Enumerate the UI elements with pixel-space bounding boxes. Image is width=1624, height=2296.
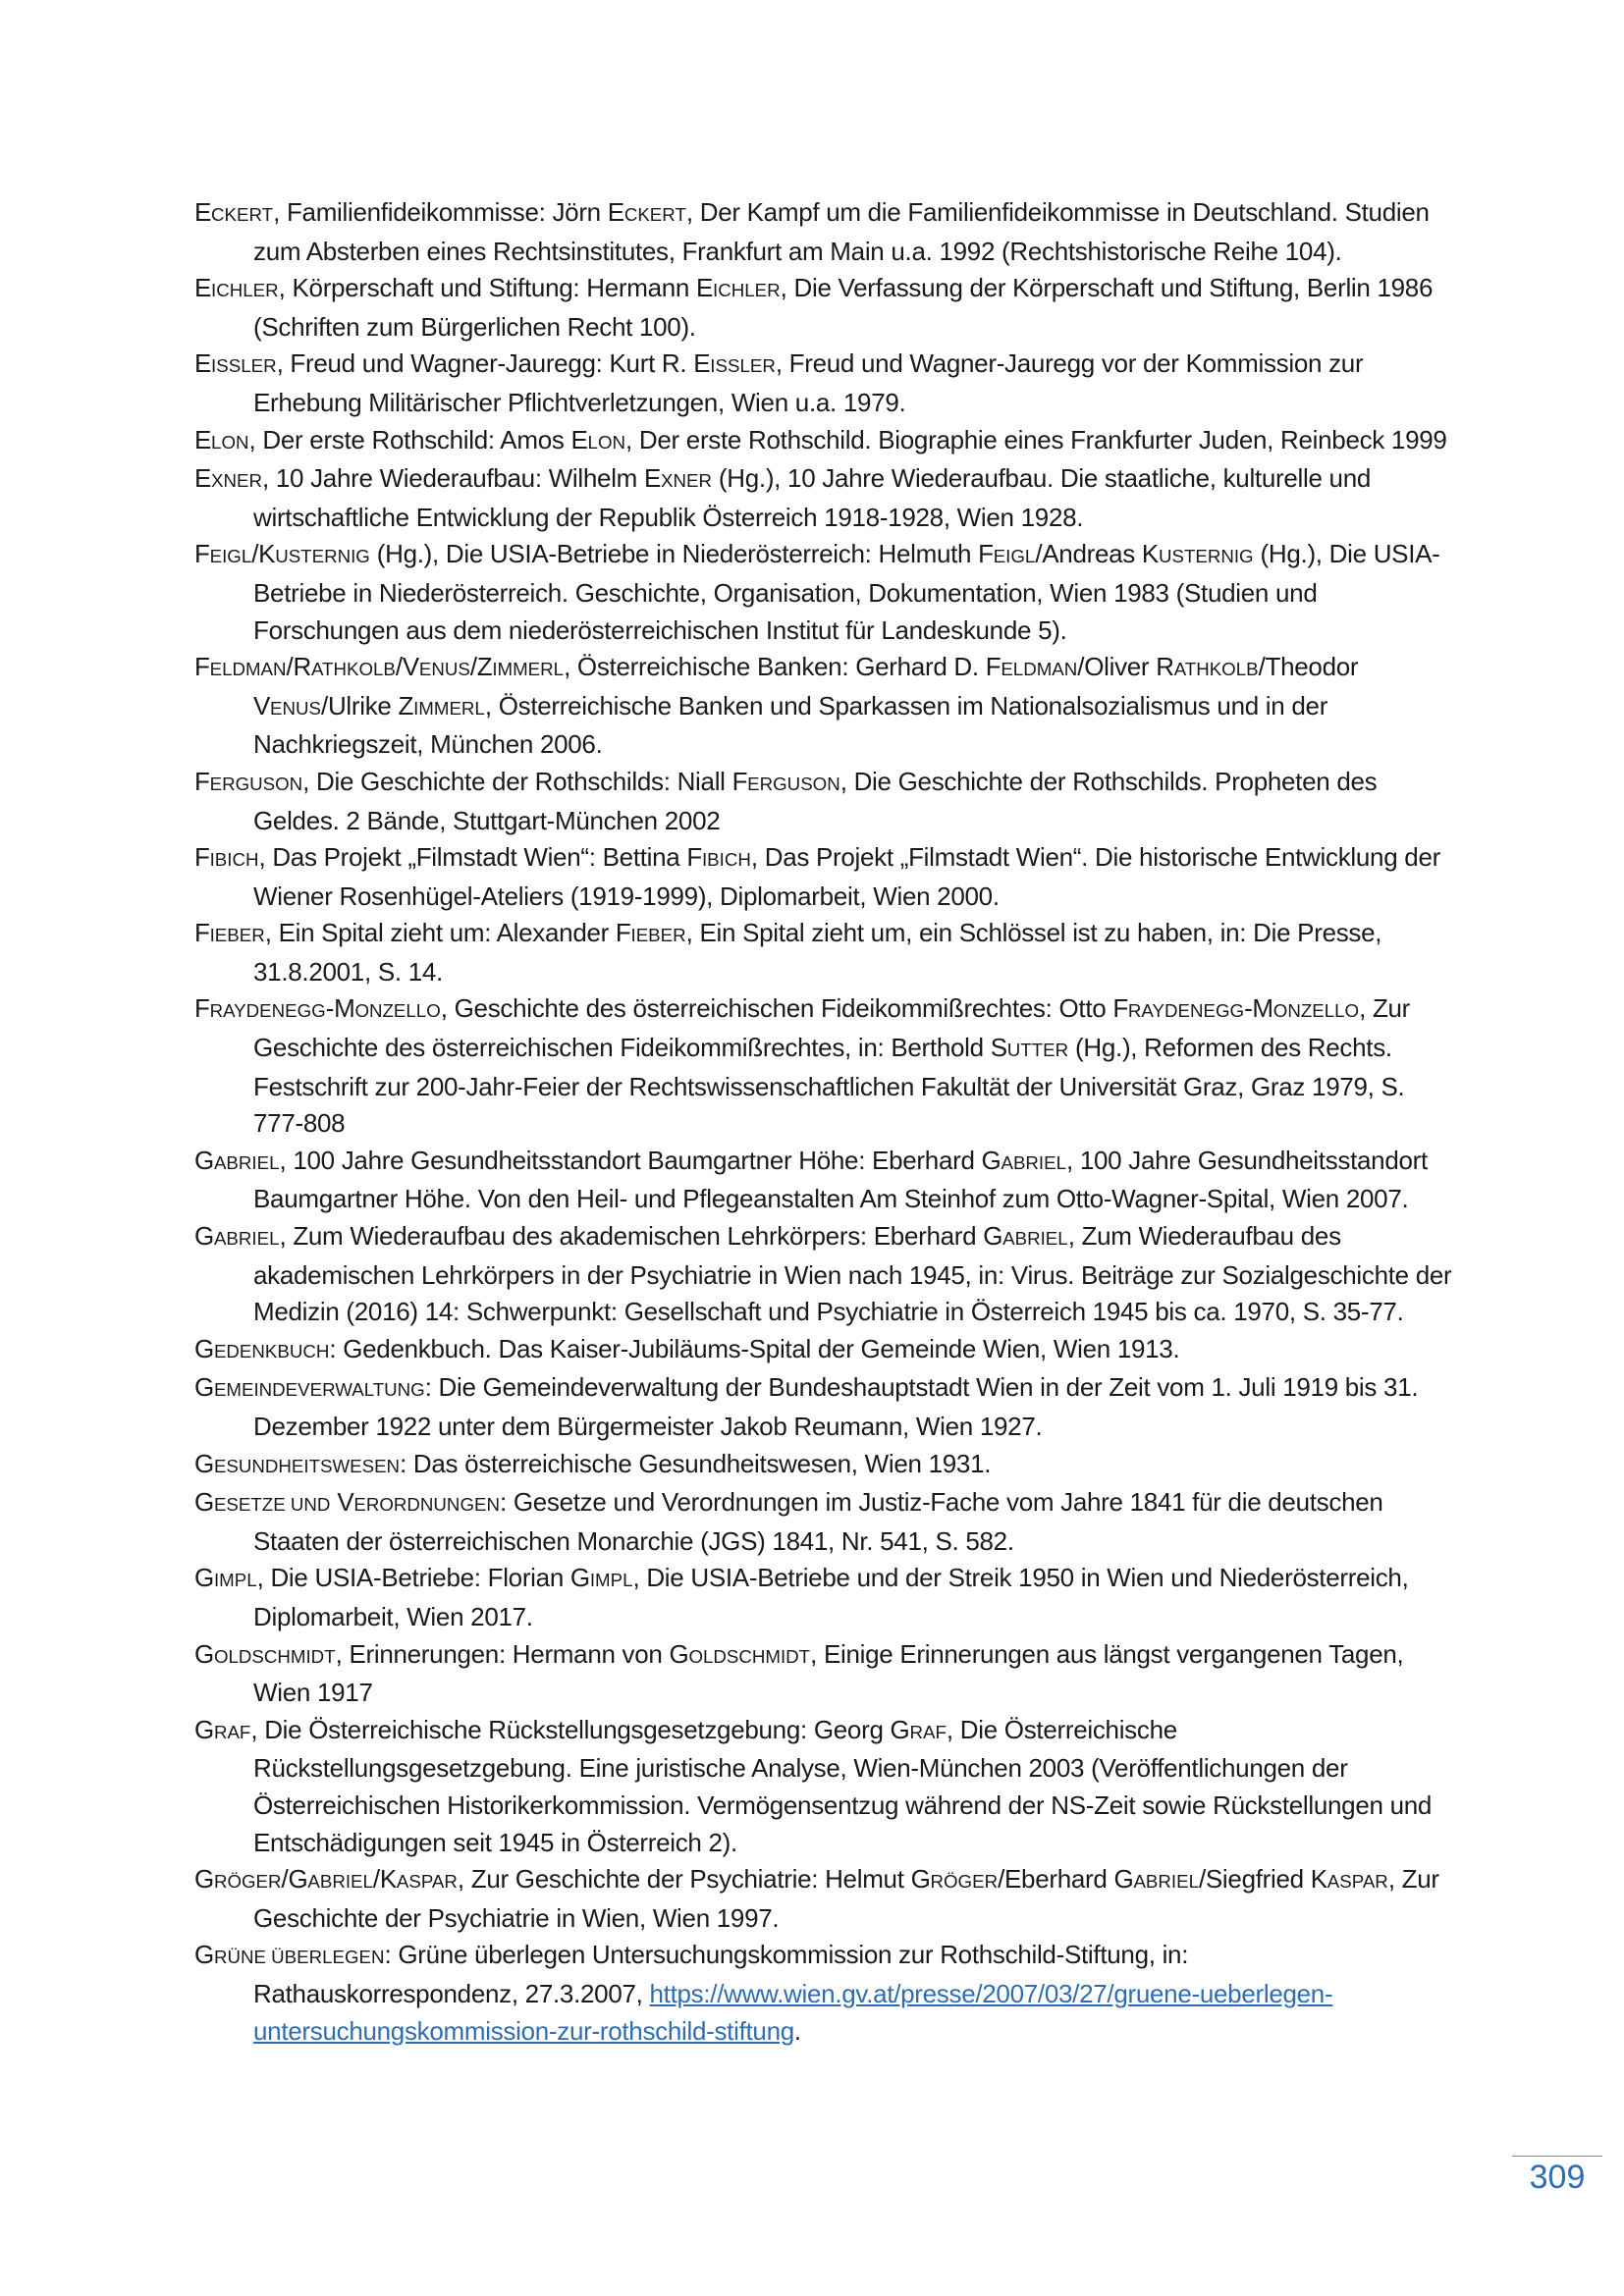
bibliography-entry: FIEBER, Ein Spital zieht um: Alexander FIEBER, Ein Spital zieht um, ein Schlössel ist zu haben, in: Die Presse, 31.8.2001, S. 14. (194, 918, 1382, 987)
bibliography-entry: GABRIEL, 100 Jahre Gesundheitsstandort Baumgartner Höhe: Eberhard GABRIEL, 100 Jahre Gesundheitsstandort Baumgartner Höhe. Von den Heil- und Pflegeanstalten Am Steinhof zum Otto-Wagner-Spital, Wien 2007. (194, 1145, 1428, 1214)
bibliography-entry: GRÖGER/GABRIEL/KASPAR, Zur Geschichte der Psychiatrie: Helmut GRÖGER/Eberhard GABRIEL/Siegfried KASPAR, Zur Geschichte der Psychiatrie in Wien, Wien 1997. (194, 1864, 1439, 1933)
bibliography-entry: FRAYDENEGG-MONZELLO, Geschichte des österreichischen Fideikommißrechtes: Otto FRAYDENEGG-MONZELLO, Zur Geschichte des österreichischen Fideikommißrechtes, in: Berthold SUTTER (Hg.), Reformen des Rechts. Festschrift zur 200-Jahr-Feier der Rechtswissenschaftlichen Fakultät der Universität Graz, Graz 1979, S. 777-808 (194, 993, 1411, 1139)
footer-rule (1512, 2156, 1602, 2157)
bibliography-entry[interactable]: GRÜNE ÜBERLEGEN: Grüne überlegen Untersuchungskommission zur Rothschild-Stiftung, in: Rathauskorrespondenz, 27.3.2007, https://www.wien.gv.at/presse/2007/03/27/gruene-ueberlegen-untersuchungskommission-zur-rothschild-stiftung. (194, 1940, 1333, 2046)
bibliography-entry: EXNER, 10 Jahre Wiederaufbau: Wilhelm EXNER (Hg.), 10 Jahre Wiederaufbau. Die staatliche, kulturelle und wirtschaftliche Entwicklung der Republik Österreich 1918-1928, Wien 1928. (194, 463, 1372, 532)
bibliography-entry: FEIGL/KUSTERNIG (Hg.), Die USIA-Betriebe in Niederösterreich: Helmuth FEIGL/Andreas KUSTERNIG (Hg.), Die USIA-Betriebe in Niederösterreich. Geschichte, Organisation, Dokumentation, Wien 1983 (Studien und Forschungen aus dem niederösterreichischen Institut für Landeskunde 5). (194, 539, 1440, 645)
bibliography-entry: ELON, Der erste Rothschild: Amos ELON, Der erste Rothschild. Biographie eines Frankfurter Juden, Reinbeck 1999 (194, 424, 1447, 454)
bibliography-entry: FELDMAN/RATHKOLB/VENUS/ZIMMERL, Österreichische Banken: Gerhard D. FELDMAN/Oliver RATHKOLB/Theodor VENUS/Ulrike ZIMMERL, Österreichische Banken und Sparkassen im Nationalsozialismus und in der Nachkriegszeit, München 2006. (194, 652, 1359, 760)
bibliography-entry: GESETZE UND VERORDNUNGEN: Gesetze und Verordnungen im Justiz-Fache vom Jahre 1841 für die deutschen Staaten der österreichischen Monarchie (JGS) 1841, Nr. 541, S. 582. (194, 1487, 1383, 1556)
page-number: 309 (1529, 2159, 1586, 2196)
source-link[interactable]: https://www.wien.gv.at/presse/2007/03/27/gruene-ueberlegen-untersuchungskommission-zur-rothschild-stiftung (253, 1978, 1333, 2046)
bibliography-entry: GOLDSCHMIDT, Erinnerungen: Hermann von GOLDSCHMIDT, Einige Erinnerungen aus längst vergangenen Tagen, Wien 1917 (194, 1638, 1404, 1708)
bibliography-entry: GIMPL, Die USIA-Betriebe: Florian GIMPL, Die USIA-Betriebe und der Streik 1950 in Wien und Niederösterreich, Diplomarbeit, Wien 2017. (194, 1563, 1409, 1631)
bibliography-list (194, 194, 1456, 2050)
bibliography-entry: FIBICH, Das Projekt „Filmstadt Wien“: Bettina FIBICH, Das Projekt „Filmstadt Wien“. Die historische Entwicklung der Wiener Rosenhügel-Ateliers (1919-1999), Diplomarbeit, Wien 2000. (194, 842, 1440, 911)
bibliography-entry: ECKERT, Familienfideikommisse: Jörn ECKERT, Der Kampf um die Familienfideikommisse in Deutschland. Studien zum Absterben eines Rechtsinstitutes, Frankfurt am Main u.a. 1992 (Rechtshistorische Reihe 104). (194, 197, 1430, 266)
bibliography-entry: GESUNDHEITSWESEN: Das österreichische Gesundheitswesen, Wien 1931. (194, 1448, 992, 1478)
bibliography-entry: FERGUSON, Die Geschichte der Rothschilds: Niall FERGUSON, Die Geschichte der Rothschilds. Propheten des Geldes. 2 Bände, Stuttgart-München 2002 (194, 766, 1378, 835)
bibliography-entry: EISSLER, Freud und Wagner-Jauregg: Kurt R. EISSLER, Freud und Wagner-Jauregg vor der Kommission zur Erhebung Militärischer Pflichtverletzungen, Wien u.a. 1979. (194, 348, 1364, 417)
bibliography-entry: GRAF, Die Österreichische Rückstellungsgesetzgebung: Georg GRAF, Die Österreichische Rückstellungsgesetzgebung. Eine juristische Analyse, Wien-München 2003 (Veröffentlichungen der Österreichischen Historikerkommission. Vermögensentzug während der NS-Zeit sowie Rückstellungen und Entschädigungen seit 1945 in Österreich 2). (194, 1714, 1433, 1857)
bibliography-entry: GEMEINDEVERWALTUNG: Die Gemeindeverwaltung der Bundeshauptstadt Wien in der Zeit vom 1. Juli 1919 bis 31. Dezember 1922 unter dem Bürgermeister Jakob Reumann, Wien 1927. (194, 1372, 1419, 1441)
bibliography-entry: GEDENKBUCH: Gedenkbuch. Das Kaiser-Jubiläums-Spital der Gemeinde Wien, Wien 1913. (194, 1333, 1180, 1363)
bibliography-entry: GABRIEL, Zum Wiederaufbau des akademischen Lehrkörpers: Eberhard GABRIEL, Zum Wiederaufbau des akademischen Lehrkörpers in der Psychiatrie in Wien nach 1945, in: Virus. Beiträge zur Sozialgeschichte der Medizin (2016) 14: Schwerpunkt: Gesellschaft und Psychiatrie in Österreich 1945 bis ca. 1970, S. 35-77. (194, 1221, 1452, 1327)
bibliography-entry: EICHLER, Körperschaft und Stiftung: Hermann EICHLER, Die Verfassung der Körperschaft und Stiftung, Berlin 1986 (Schriften zum Bürgerlichen Recht 100). (194, 273, 1434, 342)
